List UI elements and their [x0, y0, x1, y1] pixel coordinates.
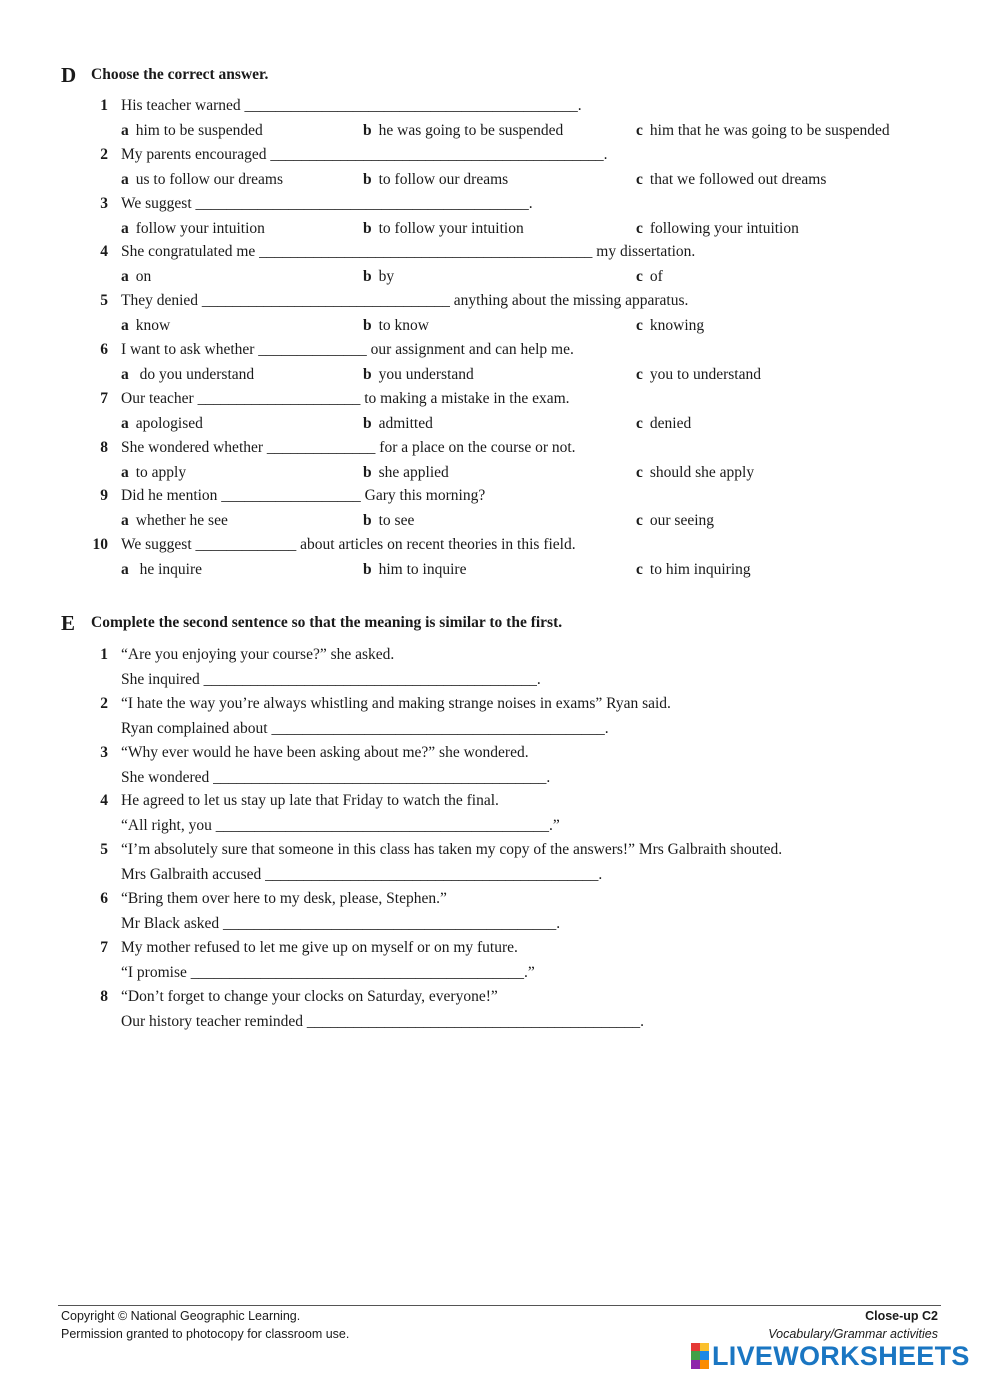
question-number: 9 [100, 487, 108, 504]
option-a[interactable] [121, 561, 202, 579]
option-text: to apply [135, 464, 187, 481]
logo-cell [700, 1343, 709, 1351]
original-sentence: “Are you enjoying your course?” she asked. [121, 646, 395, 663]
option-letter: a [121, 464, 129, 481]
option-text: you to understand [649, 366, 761, 383]
option-text: on [135, 268, 152, 285]
question-stem: They denied ________________________________ anything about the missing apparatus. [121, 292, 689, 309]
section-d-letter: D [61, 63, 77, 87]
original-sentence: He agreed to let us stay up late that Friday to watch the final. [121, 792, 499, 809]
option-text: to him inquiring [649, 561, 751, 578]
footer-activity: Vocabulary/Grammar activities [768, 1327, 938, 1341]
footer-book-title: Close-up C2 [865, 1309, 938, 1323]
option-b[interactable] [363, 512, 414, 530]
question-number: 7 [100, 390, 108, 407]
option-letter: a [121, 366, 129, 383]
option-c[interactable] [636, 415, 691, 433]
option-letter: b [363, 220, 372, 237]
original-sentence: “Bring them over here to my desk, please, Stephen.” [121, 890, 447, 907]
option-a[interactable] [121, 122, 263, 140]
option-text: knowing [649, 317, 705, 334]
section-d-title: Choose the correct answer. [91, 66, 269, 83]
question-number: 4 [100, 243, 108, 260]
option-letter: c [636, 220, 643, 237]
original-sentence: My mother refused to let me give up on myself or on my future. [121, 939, 518, 956]
option-b[interactable] [363, 317, 429, 335]
option-letter: a [121, 415, 129, 432]
question-stem: We suggest ___________________________________________. [121, 195, 533, 212]
option-letter: b [363, 122, 372, 139]
option-text: apologised [135, 415, 203, 432]
option-letter: a [121, 268, 129, 285]
option-b[interactable] [363, 171, 508, 189]
option-text: she applied [378, 464, 449, 481]
option-b[interactable] [363, 268, 394, 286]
original-sentence: “Why ever would he have been asking about me?” she wondered. [121, 744, 529, 761]
option-letter: a [121, 512, 129, 529]
logo-cell [700, 1351, 709, 1360]
option-b[interactable] [363, 561, 466, 579]
option-letter: a [121, 561, 129, 578]
option-text: us to follow our dreams [135, 171, 283, 188]
logo-cell [691, 1343, 700, 1351]
option-text: know [135, 317, 171, 334]
option-c[interactable] [636, 171, 826, 189]
option-letter: a [121, 171, 129, 188]
logo-cell [700, 1360, 709, 1369]
question-number: 5 [100, 292, 108, 309]
question-number: 3 [100, 195, 108, 212]
option-c[interactable] [636, 122, 890, 140]
question-stem: I want to ask whether ______________ our assignment and can help me. [121, 341, 574, 358]
option-text: to know [378, 317, 429, 334]
option-letter: c [636, 464, 643, 481]
option-c[interactable] [636, 317, 704, 335]
option-text: to follow our dreams [378, 171, 509, 188]
question-number: 6 [100, 890, 108, 907]
option-text: denied [649, 415, 692, 432]
question-number: 10 [92, 536, 108, 553]
question-number: 2 [100, 695, 108, 712]
option-text: by [378, 268, 395, 285]
option-text: he was going to be suspended [378, 122, 564, 139]
option-letter: a [121, 220, 129, 237]
option-text: him to be suspended [135, 122, 263, 139]
footer-copyright: Copyright © National Geographic Learning. [61, 1309, 301, 1323]
question-stem: His teacher warned ___________________________________________. [121, 97, 582, 114]
option-letter: a [121, 122, 129, 139]
option-text: following your intuition [649, 220, 799, 237]
logo-text: LIVEWORKSHEETS [712, 1341, 970, 1371]
rewrite-sentence[interactable]: “I promise ___________________________________________.” [121, 964, 535, 981]
logo-cell [691, 1360, 700, 1369]
option-text: of [649, 268, 663, 285]
option-a[interactable] [121, 464, 186, 482]
footer-divider [58, 1305, 941, 1306]
option-a[interactable] [121, 317, 170, 335]
rewrite-sentence[interactable]: Mrs Galbraith accused ___________________________________________. [121, 866, 603, 883]
section-e-title: Complete the second sentence so that the meaning is similar to the first. [91, 614, 563, 631]
question-number: 8 [100, 439, 108, 456]
question-number: 5 [100, 841, 108, 858]
original-sentence: “I’m absolutely sure that someone in this class has taken my copy of the answers!” Mrs Galbraith shouted. [121, 841, 783, 858]
option-text: our seeing [649, 512, 715, 529]
liveworksheets-icon [691, 1343, 709, 1369]
original-sentence: “Don’t forget to change your clocks on Saturday, everyone!” [121, 988, 498, 1005]
option-text: follow your intuition [135, 220, 265, 237]
option-a[interactable] [121, 171, 283, 189]
option-text: you understand [378, 366, 474, 383]
option-letter: c [636, 561, 643, 578]
rewrite-sentence[interactable]: “All right, you ___________________________________________.” [121, 817, 560, 834]
logo-cell [691, 1351, 700, 1360]
option-a[interactable] [121, 366, 254, 384]
option-text: that we followed out dreams [649, 171, 827, 188]
question-stem: Our teacher _____________________ to making a mistake in the exam. [121, 390, 570, 407]
option-c[interactable] [636, 561, 751, 579]
option-text: should she apply [649, 464, 755, 481]
question-stem: My parents encouraged ___________________________________________. [121, 146, 608, 163]
question-number: 6 [100, 341, 108, 358]
question-stem: She wondered whether ______________ for a place on the course or not. [121, 439, 576, 456]
option-letter: b [363, 366, 372, 383]
question-number: 7 [100, 939, 108, 956]
option-a[interactable] [121, 268, 151, 286]
option-a[interactable] [121, 415, 203, 433]
question-stem: She congratulated me ___________________________________________ my dissertation. [121, 243, 696, 260]
option-letter: b [363, 171, 372, 188]
option-c[interactable] [636, 512, 714, 530]
option-letter: b [363, 561, 372, 578]
option-letter: c [636, 268, 643, 285]
question-stem: Did he mention __________________ Gary this morning? [121, 487, 486, 504]
question-stem: We suggest _____________ about articles on recent theories in this field. [121, 536, 576, 553]
option-letter: c [636, 122, 643, 139]
rewrite-sentence[interactable]: She wondered ___________________________________________. [121, 769, 551, 786]
option-b[interactable] [363, 464, 449, 482]
original-sentence: “I hate the way you’re always whistling and making strange noises in exams” Ryan said. [121, 695, 671, 712]
option-letter: a [121, 317, 129, 334]
option-b[interactable] [363, 415, 433, 433]
option-letter: b [363, 415, 372, 432]
option-text: do you understand [135, 366, 255, 383]
option-letter: b [363, 512, 372, 529]
rewrite-sentence[interactable]: Our history teacher reminded ___________________________________________. [121, 1013, 645, 1030]
option-text: admitted [378, 415, 433, 432]
option-text: to see [378, 512, 415, 529]
option-letter: c [636, 415, 643, 432]
option-b[interactable] [363, 220, 524, 238]
question-number: 1 [100, 646, 108, 663]
option-text: whether he see [135, 512, 228, 529]
option-letter: c [636, 512, 643, 529]
question-number: 2 [100, 146, 108, 163]
question-number: 4 [100, 792, 108, 809]
option-c[interactable] [636, 220, 799, 238]
rewrite-sentence[interactable]: Mr Black asked ___________________________________________. [121, 915, 561, 932]
option-text: he inquire [135, 561, 203, 578]
rewrite-sentence[interactable]: Ryan complained about ___________________________________________. [121, 720, 609, 737]
option-text: him to inquire [378, 561, 467, 578]
option-letter: c [636, 317, 643, 334]
option-letter: c [636, 171, 643, 188]
section-e-letter: E [61, 611, 76, 635]
option-b[interactable] [363, 122, 563, 140]
option-letter: b [363, 317, 372, 334]
question-number: 1 [100, 97, 108, 114]
question-number: 8 [100, 988, 108, 1005]
rewrite-sentence[interactable]: She inquired ___________________________________________. [121, 671, 541, 688]
option-a[interactable] [121, 220, 265, 238]
option-text: him that he was going to be suspended [649, 122, 890, 139]
option-a[interactable] [121, 512, 228, 530]
option-letter: b [363, 464, 372, 481]
option-b[interactable] [363, 366, 474, 384]
footer-permission: Permission granted to photocopy for classroom use. [61, 1327, 350, 1341]
option-c[interactable] [636, 366, 761, 384]
option-c[interactable] [636, 464, 754, 482]
option-c[interactable] [636, 268, 663, 286]
liveworksheets-logo[interactable] [691, 1342, 970, 1370]
option-letter: b [363, 268, 372, 285]
option-text: to follow your intuition [378, 220, 524, 237]
question-number: 3 [100, 744, 108, 761]
option-letter: c [636, 366, 643, 383]
